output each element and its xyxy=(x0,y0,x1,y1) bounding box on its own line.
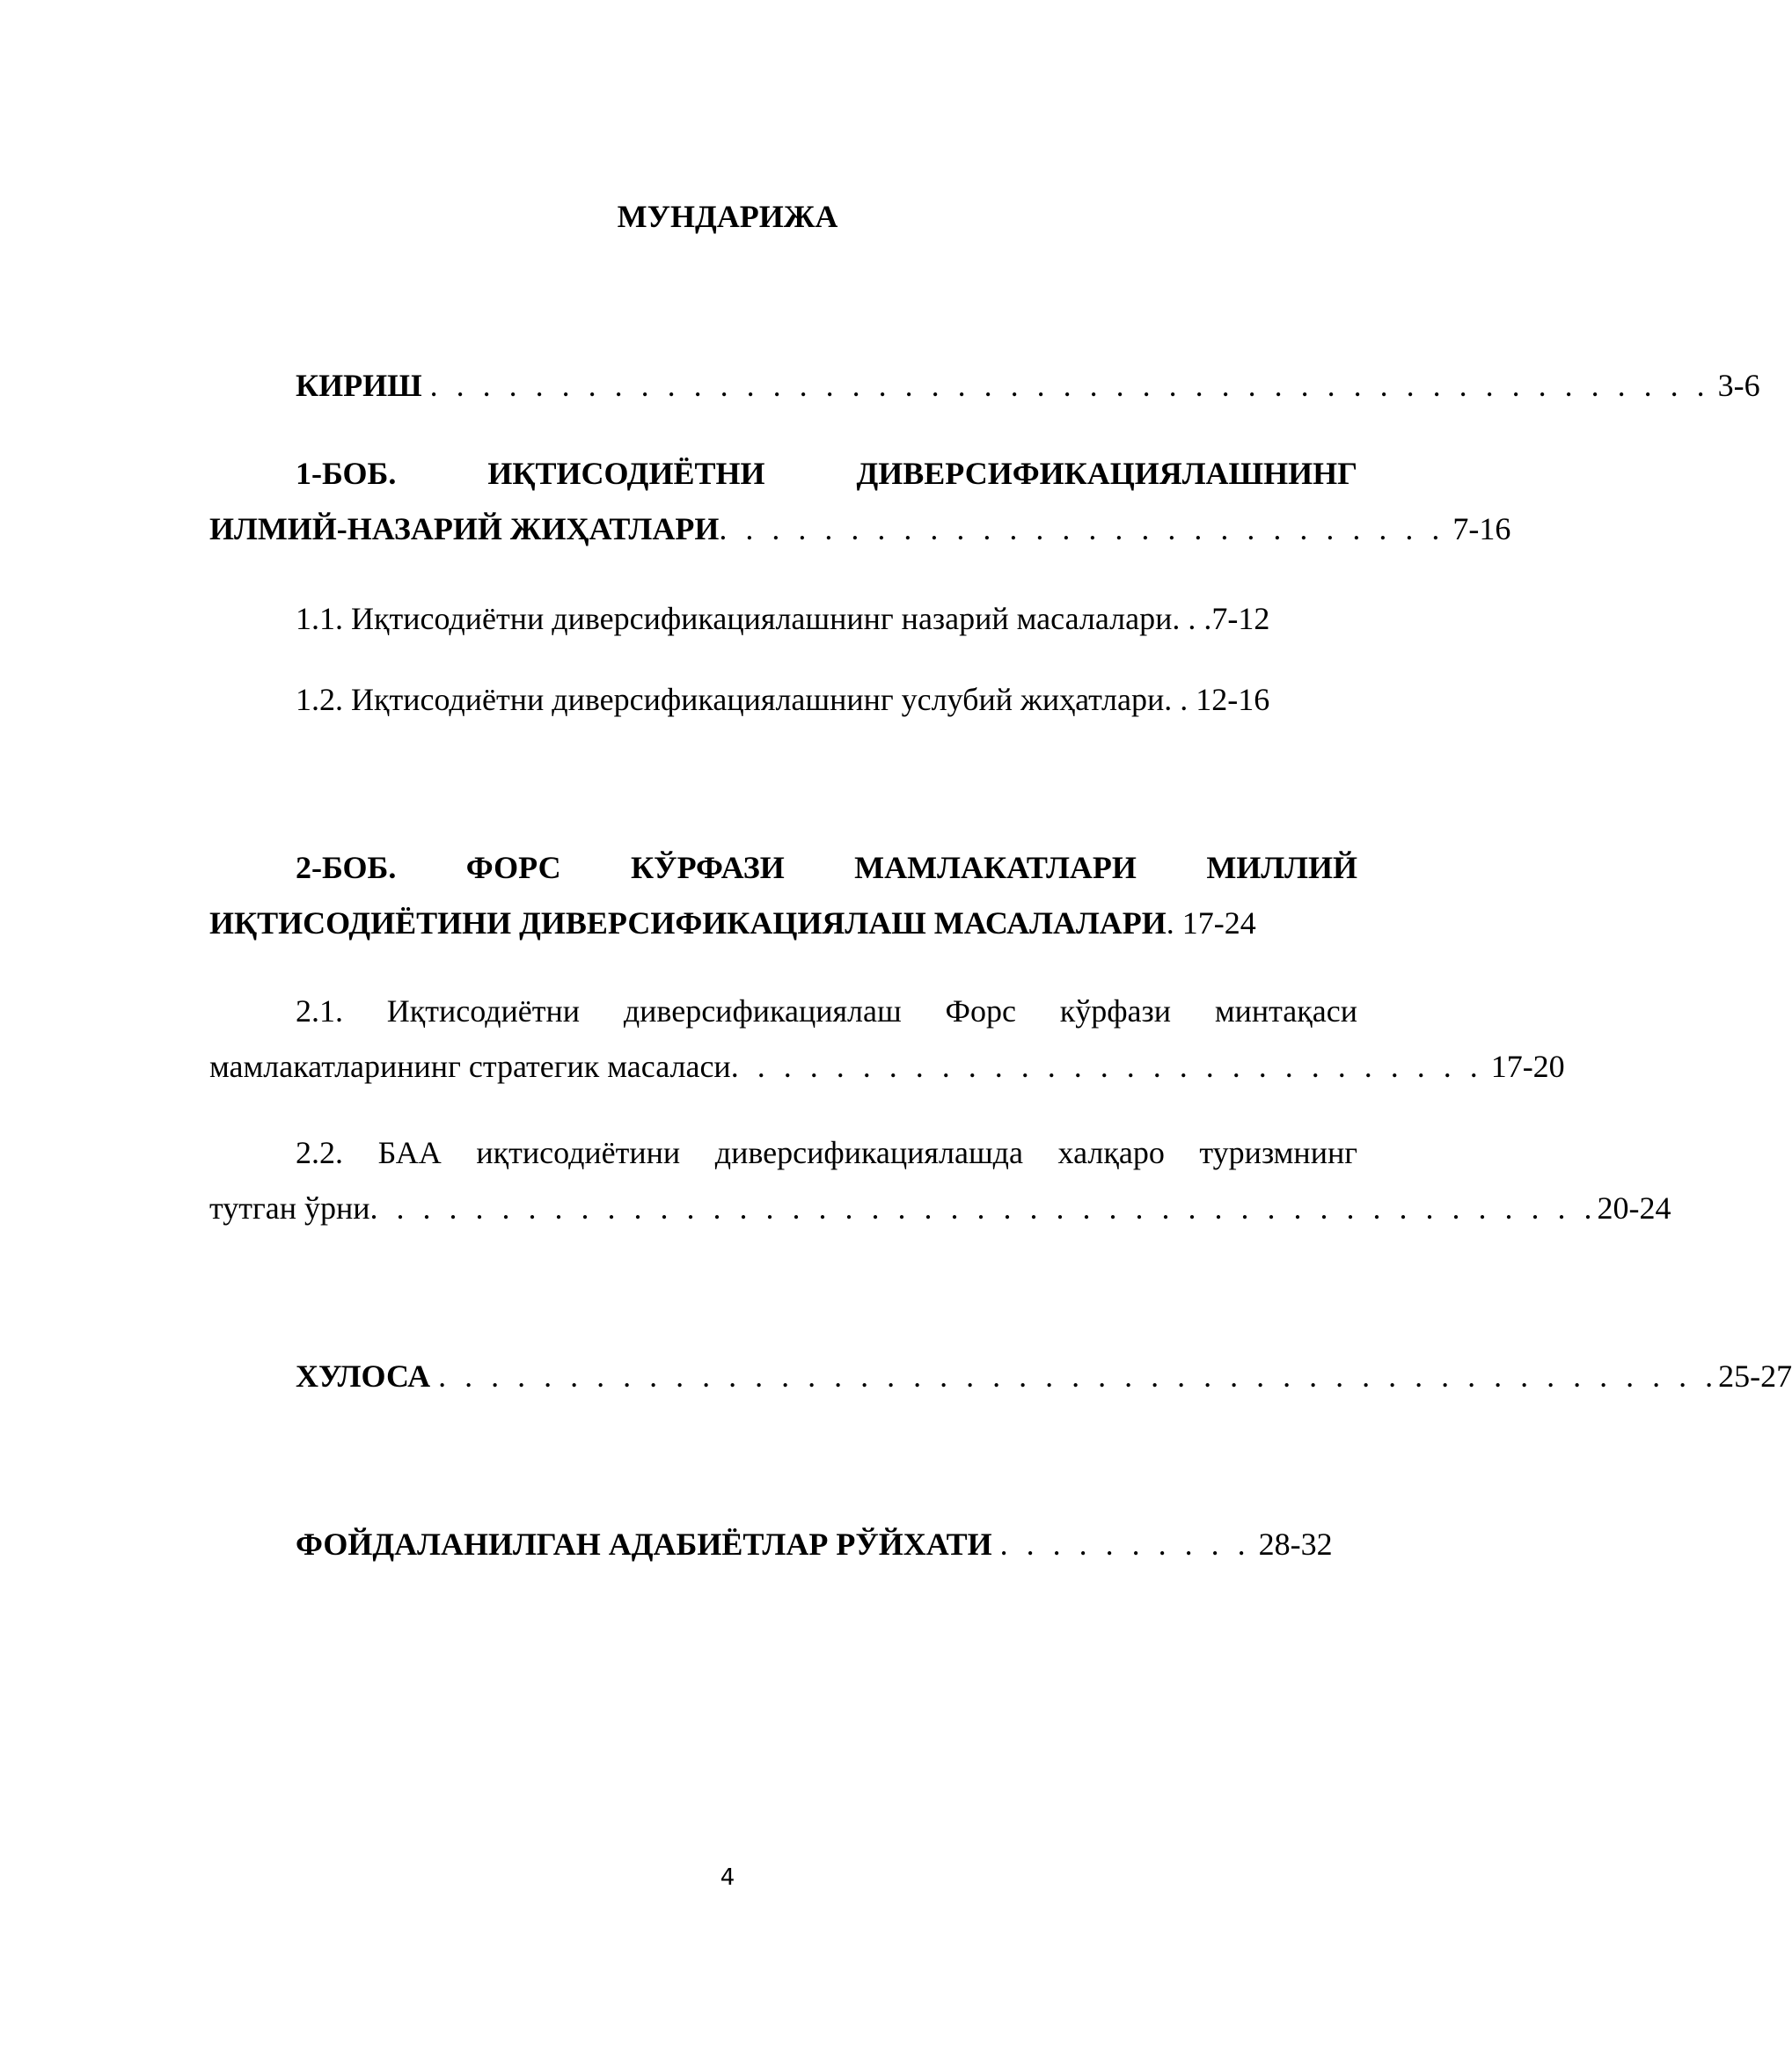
toc-entry-label: ХУЛОСА xyxy=(296,1359,431,1394)
toc-chapter-title: 1-БОБ. ИҚТИСОДИЁТНИ ДИВЕРСИФИКАЦИЯЛАШНИНГ xyxy=(296,456,1357,491)
toc-entry-section-2-1-line2[interactable] xyxy=(209,1044,1565,1089)
toc-chapter-title: 2-БОБ. ФОРС КЎРФАЗИ МАМЛАКАТЛАРИ МИЛЛИЙ xyxy=(296,850,1357,885)
toc-entry-chapter2-line1[interactable] xyxy=(209,845,1357,890)
toc-page-range: 20-24 xyxy=(1597,1190,1671,1226)
toc-page-range: 25-27 xyxy=(1718,1359,1792,1394)
toc-leader-dots: . . . . . . . . . . . . . . . . . . . . . . . . . . . . . . . . . . . . . . . . . . . . . . . xyxy=(369,1190,1598,1226)
toc-chapter-title-cont: ИЛМИЙ-НАЗАРИЙ ЖИҲАТЛАРИ xyxy=(209,511,720,546)
toc-leader-dots: . . . . . . . . . . . . . . . . . . . . . . . . . . . . . . . . . . . . . . . . . . . . . . . . . xyxy=(438,1359,1719,1394)
toc-page-range: 12-16 xyxy=(1196,682,1270,717)
toc-section-title: 1.2. Иқтисодиётни диверсификациялашнинг услубий жиҳатлари. . xyxy=(296,682,1196,717)
toc-entry-section-1-2[interactable] xyxy=(209,677,1357,722)
toc-leader-dots: . . . . . . . . . . xyxy=(999,1527,1251,1562)
toc-page-range: 17-20 xyxy=(1490,1049,1565,1084)
toc-entry-conclusion[interactable] xyxy=(209,1353,1792,1399)
toc-page-range: 7-16 xyxy=(1452,511,1511,546)
toc-section-title: 1.1. Иқтисодиётни диверсификациялашнинг назарий масалалари. . . xyxy=(296,601,1212,636)
toc-page-range: 17-24 xyxy=(1181,905,1256,941)
toc-page-range: 28-32 xyxy=(1258,1527,1333,1562)
toc-leader-dots: . . . . . . . . . . . . . . . . . . . . . . . . . . . . . xyxy=(730,1049,1483,1084)
toc-leader-dots: . xyxy=(1166,905,1174,941)
toc-chapter-title-cont: ИҚТИСОДИЁТИНИ ДИВЕРСИФИКАЦИЯЛАШ МАСАЛАЛАРИ xyxy=(209,905,1167,941)
toc-entry-section-2-2-line1[interactable] xyxy=(209,1130,1357,1175)
toc-page-range: 3-6 xyxy=(1717,368,1760,403)
toc-page-range: 7-12 xyxy=(1211,601,1270,636)
toc-section-title-cont: мамлакатларининг стратегик масаласи xyxy=(209,1049,731,1084)
toc-leader-dots: . . . . . . . . . . . . . . . . . . . . . . . . . . . . xyxy=(719,511,1445,546)
toc-entry-section-2-2-line2[interactable] xyxy=(209,1185,1671,1231)
toc-section-title-cont: тутган ўрни xyxy=(209,1190,370,1226)
toc-entry-chapter1-line1[interactable] xyxy=(209,450,1357,496)
page-title: МУНДАРИЖА xyxy=(617,199,838,234)
toc-entry-chapter1-line2[interactable] xyxy=(209,506,1511,552)
page-number: 4 xyxy=(720,1864,735,1891)
toc-entry-intro[interactable] xyxy=(209,363,1760,408)
toc-entry-section-1-1[interactable] xyxy=(209,596,1357,641)
toc-entry-label: ФОЙДАЛАНИЛГАН АДАБИЁТЛАР РЎЙХАТИ xyxy=(296,1527,992,1562)
toc-section-title: 2.1. Иқтисодиётни диверсификациялаш Форс кўрфази минтақаси xyxy=(296,993,1357,1029)
toc-entry-chapter2-line2[interactable] xyxy=(209,900,1357,946)
toc-leader-dots: . . . . . . . . . . . . . . . . . . . . . . . . . . . . . . . . . . . . . . . . . . . . . . . . . xyxy=(429,368,1710,403)
toc-section-title: 2.2. БАА иқтисодиётини диверсификациялашда халқаро туризмнинг xyxy=(296,1135,1357,1170)
toc-entry-references[interactable] xyxy=(209,1521,1357,1567)
toc-entry-label: КИРИШ xyxy=(296,368,422,403)
toc-entry-section-2-1-line1[interactable] xyxy=(209,988,1357,1034)
